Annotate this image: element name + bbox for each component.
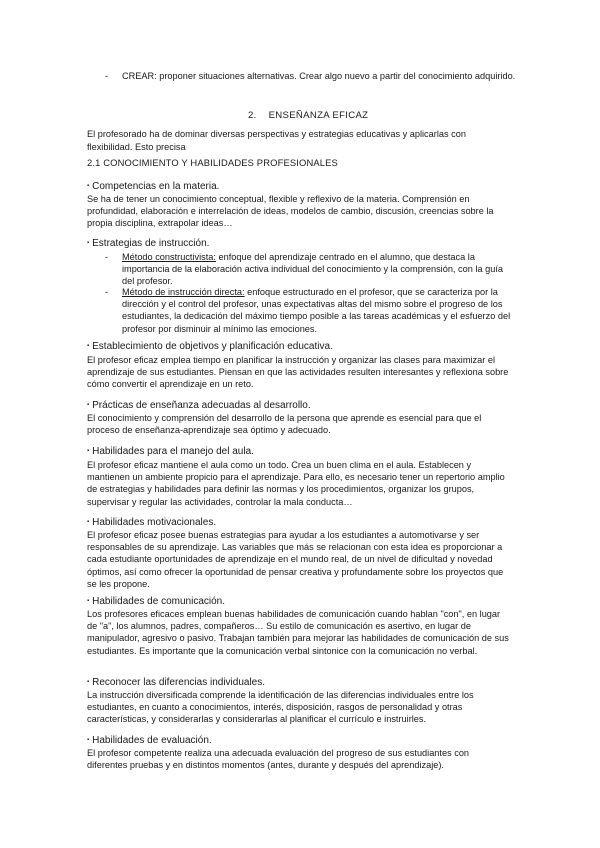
evaluacion-body: El profesor competente realiza una adecuada evaluación del progreso de sus estudiantes con diferentes pruebas y en distintos momentos (antes, durante y después del aprendizaje). <box>87 748 470 771</box>
metodo-constructivista-item <box>105 251 513 288</box>
bullet-square-icon: ▪ <box>87 343 90 349</box>
practicas-title-text: Prácticas de enseñanza adecuadas al desarrollo. <box>92 400 311 411</box>
motivacionales-body: El profesor eficaz posee buenas estrategias para ayudar a los estudiantes a automotivarse y ser responsables de su aprendizaje. Las variables que más se relacionan con esta idea es proporcionar a cada estudiante oportunidades de aprendizaje en el mundo real, de un nivel de dificultad y novedad óptimos, así como ofrecer la oportunidad de pensar creativa y profundamente sobre los proyectos que se les propone. <box>87 530 504 589</box>
subsection-heading: 2.1 CONOCIMIENTO Y HABILIDADES PROFESIONALES <box>87 157 338 168</box>
practicas-body: El conocimiento y comprensión del desarrollo de la persona que aprende es esencial para que el proceso de enseñanza-aprendizaje sea óptimo y adecuado. <box>87 413 482 436</box>
crear-list-item <box>105 70 525 83</box>
bullet-square-icon: ▪ <box>87 402 90 408</box>
metodo-constructivista-label: Método constructivista: <box>122 252 216 262</box>
manejo-aula-title-text: Habilidades para el manejo del aula. <box>92 446 254 457</box>
estrategias-title <box>87 238 209 251</box>
manejo-aula-body: El profesor eficaz mantiene el aula como un todo. Crea un buen clima en el aula. Establecen y mantienen un ambiente propicio para el aprendizaje. Para ello, es necesario tener un repertorio amplio de estrategias y habilidades para definir las normas y los procedimientos, organizar los grupos, supervisar y regular las actividades, controlar la mala conducta… <box>87 460 505 507</box>
section-number: 2. <box>248 110 257 121</box>
evaluacion-title-text: Habilidades de evaluación. <box>92 735 212 746</box>
crear-text: CREAR: proponer situaciones alternativas. Crear algo nuevo a partir del conocimiento adquirido. <box>122 71 516 81</box>
bullet-square-icon: ▪ <box>87 598 90 604</box>
metodo-directa-text: enfoque estructurado en el profesor, que se caracteriza por la dirección y el control del profesor, unas expectativas altas del mismo sobre el progreso de los estudiantes, la dedicación del máximo tiempo posible a las tareas académicas y el esfuerzo del profesor por disminuir al mínimo las emociones. <box>122 287 511 334</box>
competencias-body: Se ha de tener un conocimiento conceptual, flexible y reflexivo de la materia. Comprensión en profundidad, elaboración e interrelación de ideas, modelos de cambio, discusión, creencias sobre la propia disciplina, extrapolar ideas… <box>87 194 494 229</box>
metodo-directa-label: Método de instrucción directa: <box>122 287 245 297</box>
intro-paragraph: El profesorado ha de dominar diversas perspectivas y estrategias educativas y aplicarlas con flexibilidad. Esto precisa <box>87 129 466 152</box>
bullet-square-icon: ▪ <box>87 240 90 246</box>
bullet-square-icon: ▪ <box>87 183 90 189</box>
objetivos-title <box>87 341 333 354</box>
section-heading <box>248 110 368 121</box>
bullet-square-icon: ▪ <box>87 679 90 685</box>
manejo-aula-title <box>87 446 254 459</box>
estrategias-title-text: Estrategias de instrucción. <box>92 238 210 249</box>
metodo-directa-item <box>105 286 513 335</box>
comunicacion-body: Los profesores eficaces emplean buenas habilidades de comunicación cuando hablan "con", en lugar de "a", los alumnos, padres, compañeros… Su estilo de comunicación es asertivo, en lugar de manipulador, agresivo o pasivo. Trabajan también para mejorar las habilidades de comunicación de sus estudiantes. Es importante que la comunicación verbal sintonice con la comunicación no verbal. <box>87 609 509 656</box>
bullet-square-icon: ▪ <box>87 448 90 454</box>
comunicacion-title-text: Habilidades de comunicación. <box>92 596 225 607</box>
objetivos-title-text: Establecimiento de objetivos y planificación educativa. <box>92 341 333 352</box>
objetivos-body: El profesor eficaz emplea tiempo en planificar la instrucción y organizar las clases para maximizar el aprendizaje de sus estudiantes. Piensan en que las actividades resulten interesantes y reflexiona sobre cómo convertir el aprendizaje en un reto. <box>87 355 509 390</box>
list-dash: - <box>105 252 109 262</box>
bullet-square-icon: ▪ <box>87 519 90 525</box>
motivacionales-title-text: Habilidades motivacionales. <box>92 517 217 528</box>
competencias-title-text: Competencias en la materia. <box>92 181 220 192</box>
diferencias-title-text: Reconocer las diferencias individuales. <box>92 677 266 688</box>
bullet-square-icon: ▪ <box>87 737 90 743</box>
section-title: ENSEÑANZA EFICAZ <box>268 110 369 121</box>
diferencias-body: La instrucción diversificada comprende la identificación de las diferencias individuales entre los estudiantes, en cuanto a conocimientos, interés, disposición, rasgos de personalidad y otras características, y considerarlas y considerarlas al planificar el currículo e instruirles. <box>87 690 474 725</box>
metodo-constructivista-text: enfoque del aprendizaje centrado en el alumno, que destaca la importancia de la elaboración activa individual del conocimiento y la comprensión, con la guía del profesor. <box>122 252 503 287</box>
list-dash: - <box>105 287 109 297</box>
list-dash: - <box>105 71 109 81</box>
